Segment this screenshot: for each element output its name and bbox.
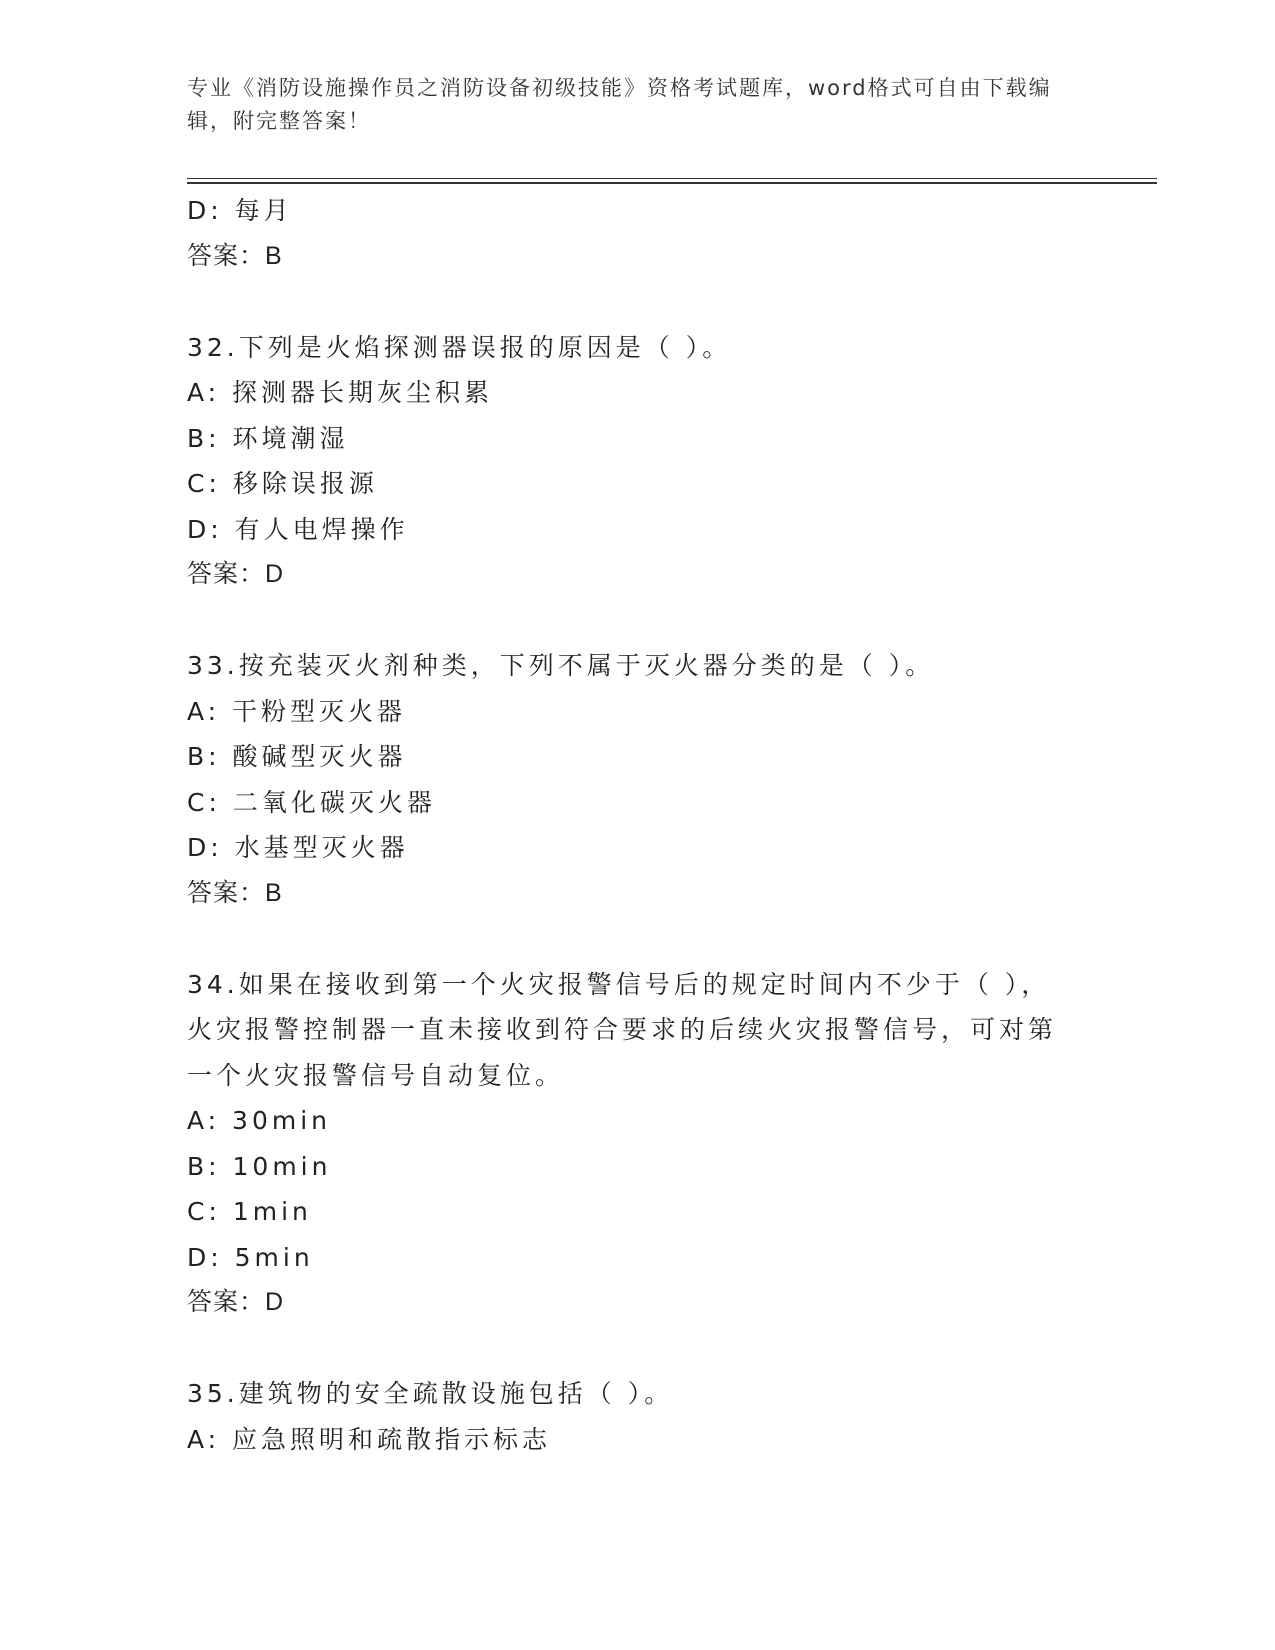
spacer: [187, 916, 1087, 962]
option-c: C: 1min: [187, 1197, 312, 1226]
question-stem: 34.如果在接收到第一个火灾报警信号后的规定时间内不少于（ ），火灾报警控制器一直未接收到符合要求的后续火灾报警信号，可对第一个火灾报警信号自动复位。: [187, 969, 1058, 1090]
question-34: [187, 962, 1087, 1326]
option-c: C: 二氧化碳灭火器: [187, 787, 436, 817]
answer: 答案：D: [187, 1288, 285, 1316]
question-stem: 35.建筑物的安全疏散设施包括（ ）。: [187, 1379, 674, 1408]
document-header: 专业《消防设施操作员之消防设备初级技能》资格考试题库，word格式可自由下载编辑，附完整答案！: [187, 76, 1052, 133]
option-d: D: 水基型灭火器: [187, 833, 409, 862]
option-c: C: 移除误报源: [187, 469, 378, 498]
option-d: D: 每月: [187, 196, 293, 225]
header-divider-thin: [187, 178, 1157, 179]
answer: 答案：B: [187, 878, 283, 907]
question-32: [187, 325, 1087, 598]
spacer: [187, 279, 1087, 325]
question-list: [187, 188, 1087, 1462]
question-35: [187, 1371, 1087, 1462]
spacer: [187, 1326, 1087, 1372]
header-divider-thick: [187, 182, 1157, 184]
option-a: A: 探测器长期灰尘积累: [187, 378, 494, 407]
question-stem: 32.下列是火焰探测器误报的原因是（ ）。: [187, 332, 732, 362]
option-b: B: 环境潮湿: [187, 423, 349, 453]
option-a: A: 30min: [187, 1106, 331, 1135]
spacer: [187, 598, 1087, 644]
option-a: A: 应急照明和疏散指示标志: [187, 1424, 552, 1454]
option-d: D: 有人电焊操作: [187, 514, 409, 544]
option-b: B: 酸碱型灭火器: [187, 742, 407, 771]
question-33: [187, 643, 1087, 916]
question-stem: 33.按充装灭火剂种类，下列不属于灭火器分类的是（ ）。: [187, 651, 935, 680]
answer: 答案：D: [187, 560, 285, 588]
option-d: D: 5min: [187, 1242, 314, 1272]
option-b: B: 10min: [187, 1151, 332, 1181]
answer: 答案：B: [187, 241, 283, 270]
option-a: A: 干粉型灭火器: [187, 696, 407, 726]
